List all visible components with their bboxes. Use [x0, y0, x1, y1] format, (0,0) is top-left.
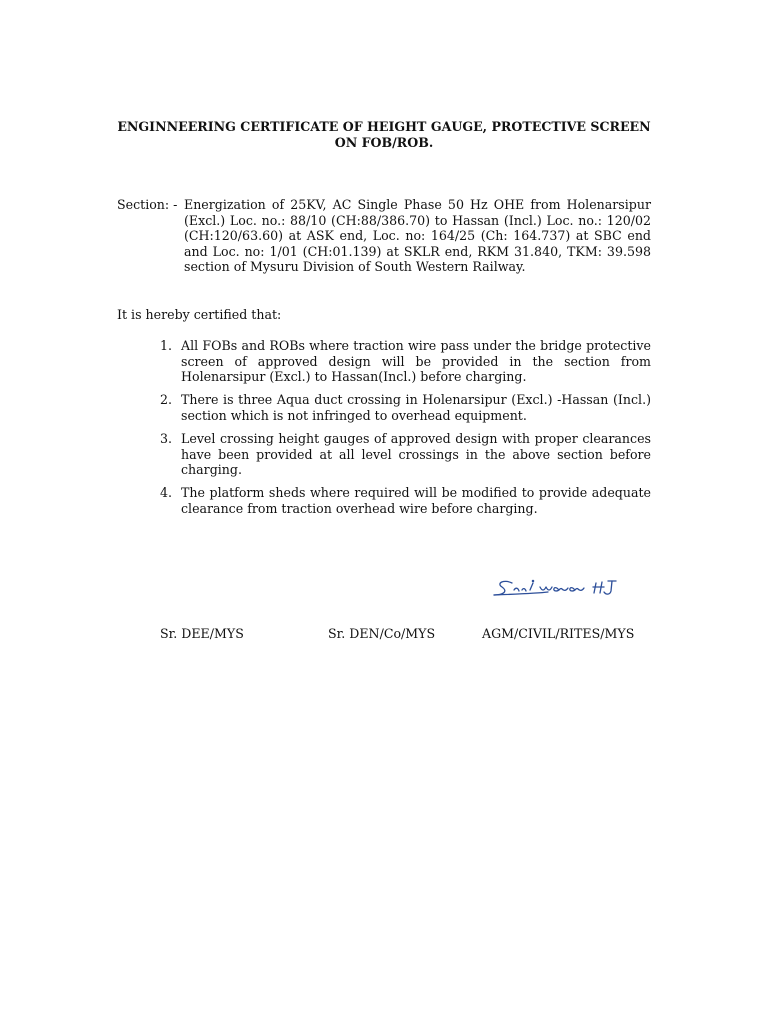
- section-description: Energization of 25KV, AC Single Phase 50 Hz OHE from Holenarsipur (Excl.) Loc. no.: 88/10 (CH:88/386.70) to Hassan (Incl.) Loc. no.: 120/02 (CH:120/63.60) at ASK end, Loc. no: 164/25 (Ch: 164.737) at SBC end and Loc. no: 1/01 (CH:01.139) at SKLR end, RKM 31.840, TKM: 39.598 section of Mysuru Division of South Western Railway.: [184, 197, 651, 275]
- signatory-dee: Sr. DEE/MYS: [160, 626, 244, 641]
- certificate-title: ENGINNEERING CERTIFICATE OF HEIGHT GAUGE, PROTECTIVE SCREEN ON FOB/ROB.: [117, 119, 651, 150]
- list-item-text: The platform sheds where required will be modified to provide adequate clearance from traction overhead wire before charging.: [181, 485, 651, 516]
- signature-scribble: [490, 573, 650, 609]
- list-item: [160, 485, 651, 516]
- list-item-number: 4.: [160, 485, 173, 501]
- signatory-den: Sr. DEN/Co/MYS: [328, 626, 436, 641]
- list-item: [160, 338, 651, 385]
- list-item: [160, 431, 651, 478]
- handwritten-signature: [490, 573, 650, 609]
- certification-list: [160, 338, 651, 524]
- section-block: [117, 197, 651, 275]
- list-item-text: All FOBs and ROBs where traction wire pass under the bridge protective screen of approved design will be provided in the section from Holenarsipur (Excl.) to Hassan(Incl.) before charging.: [181, 338, 651, 385]
- certified-intro: It is hereby certified that:: [117, 307, 282, 322]
- list-item: [160, 392, 651, 423]
- signatories-row: [0, 626, 768, 644]
- list-item-number: 2.: [160, 392, 173, 408]
- list-item-text: There is three Aqua duct crossing in Holenarsipur (Excl.) -Hassan (Incl.) section which is not infringed to overhead equipment.: [181, 392, 651, 423]
- section-label: Section: -: [117, 197, 178, 212]
- list-item-text: Level crossing height gauges of approved design with proper clearances have been provided at all level crossings in the above section before charging.: [181, 430, 651, 478]
- signatory-agm: AGM/CIVIL/RITES/MYS: [482, 626, 635, 641]
- list-item-number: 3.: [160, 430, 173, 446]
- list-item-number: 1.: [160, 338, 173, 353]
